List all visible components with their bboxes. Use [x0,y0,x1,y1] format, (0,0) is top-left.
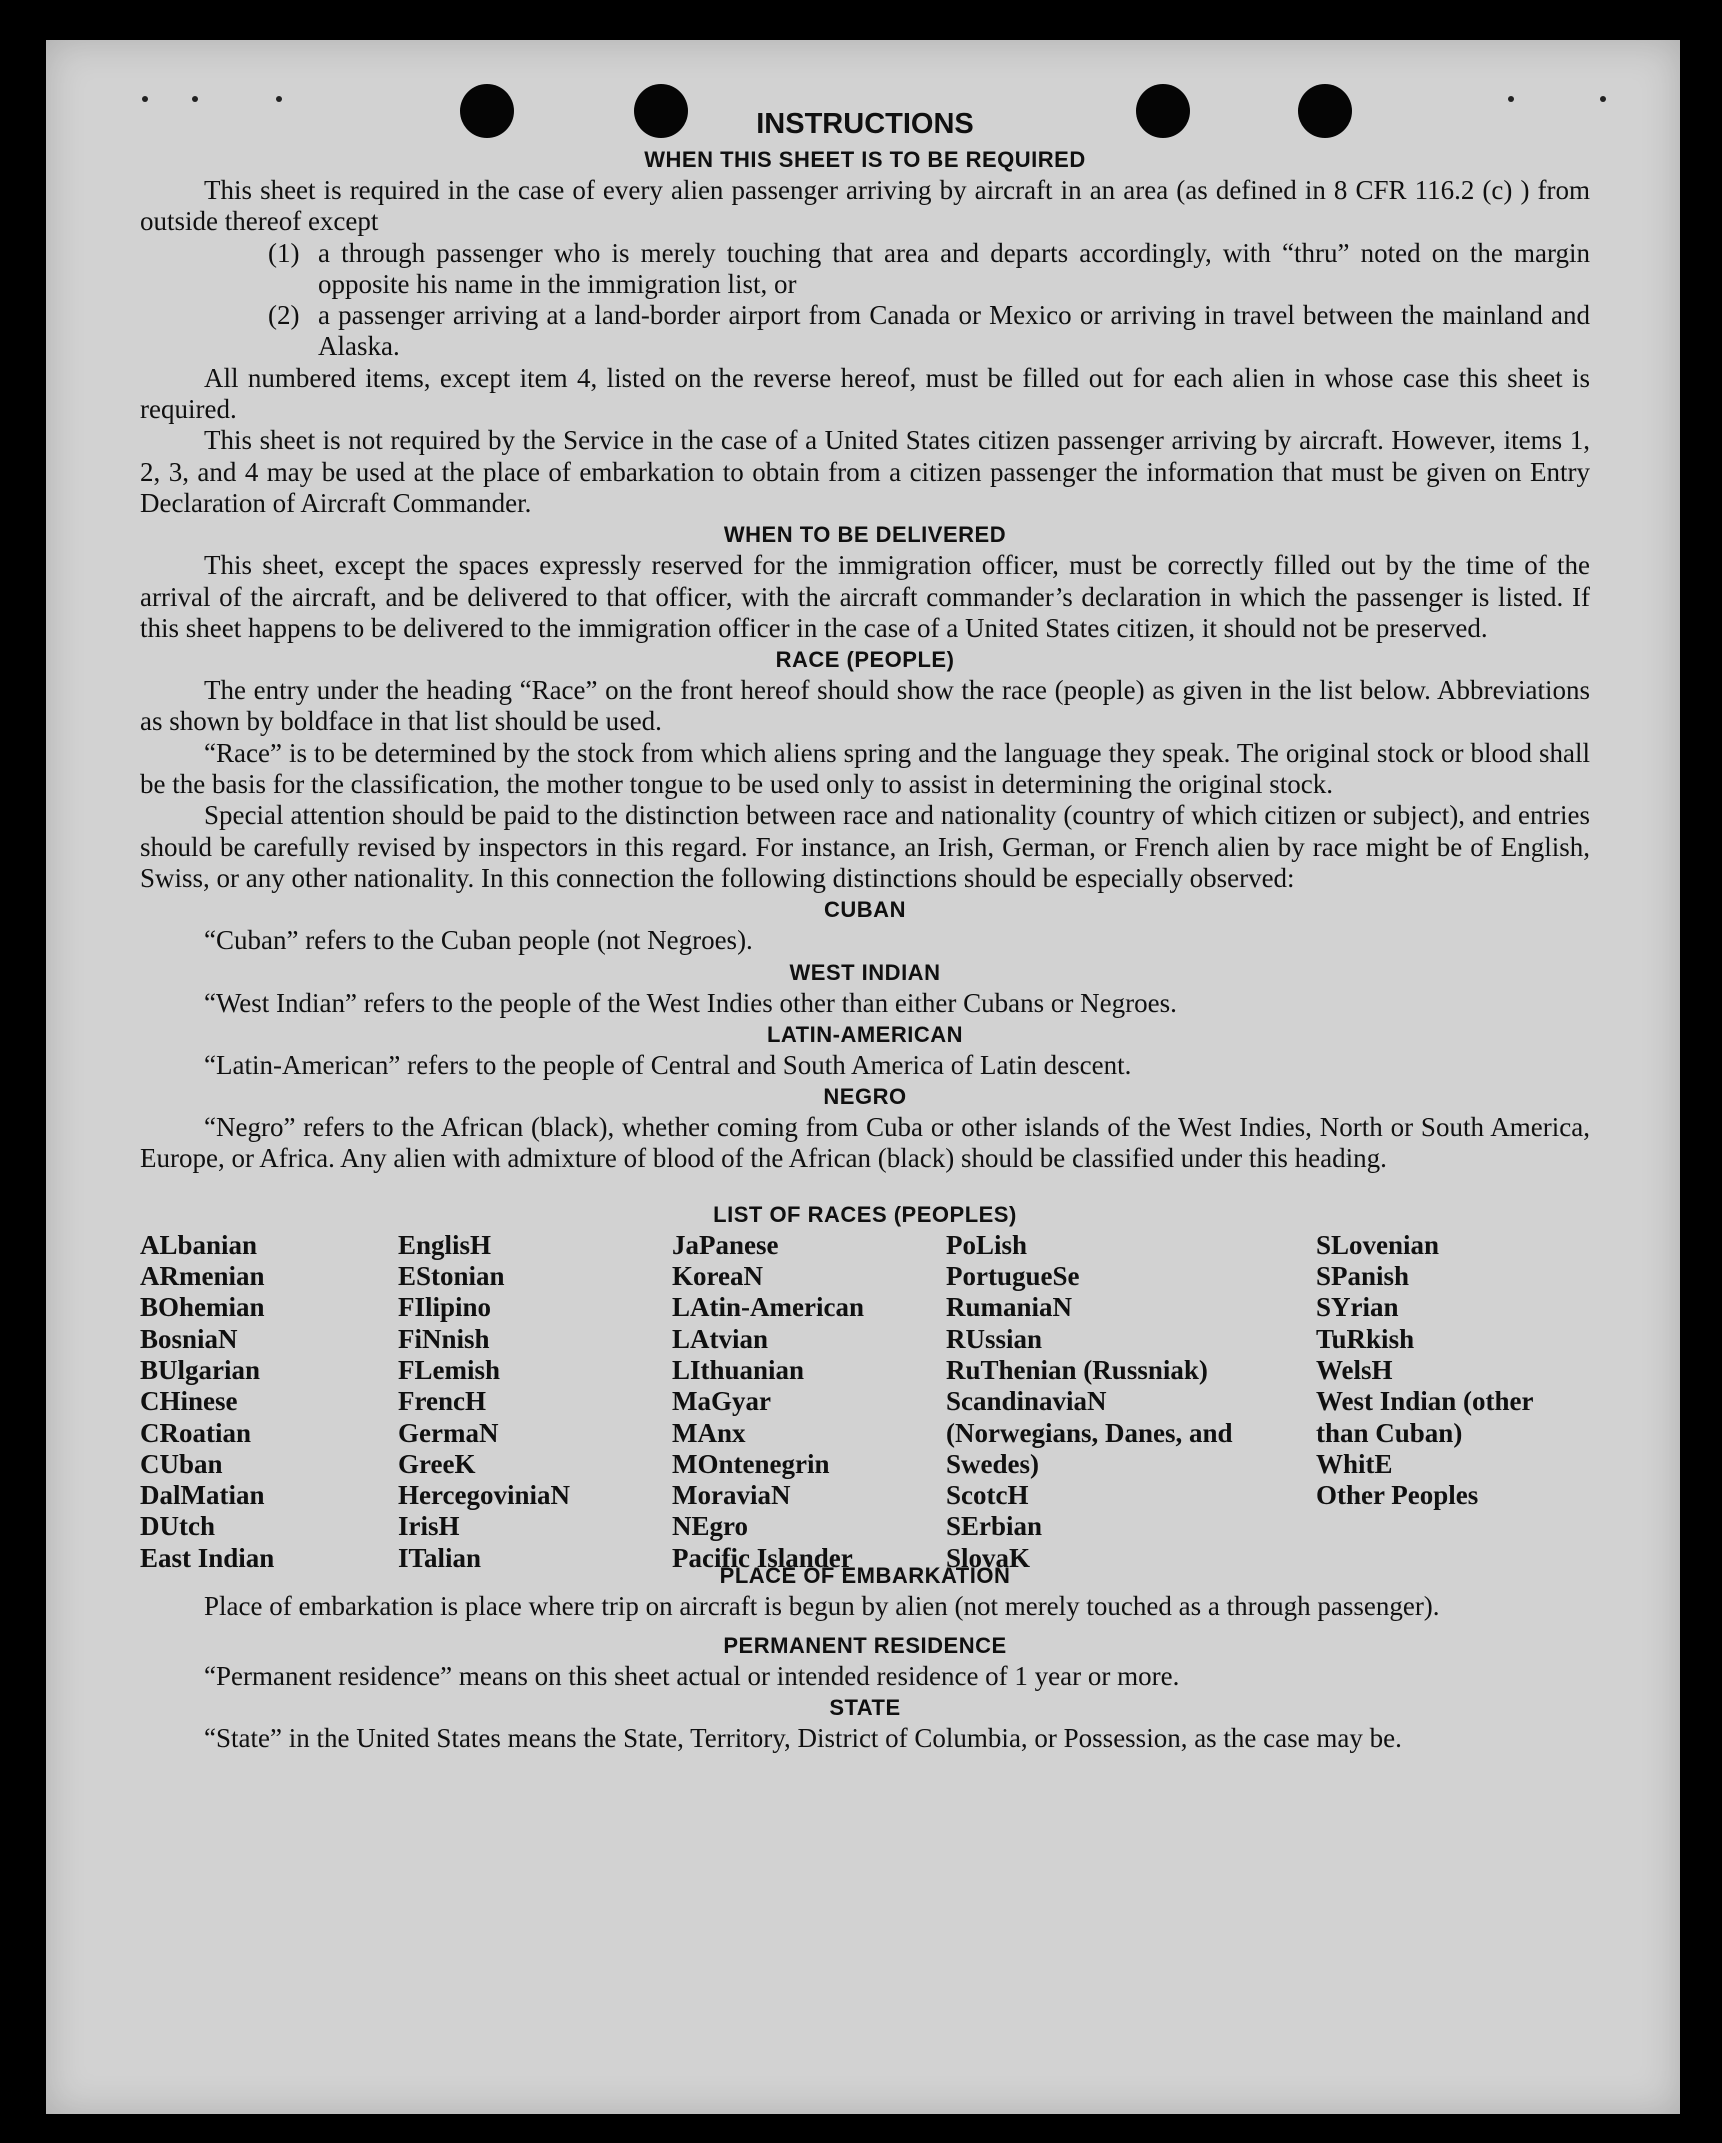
race-entry: CUban [140,1448,223,1479]
race-entry: GermaN [398,1417,499,1448]
section-heading: WHEN TO BE DELIVERED [723,522,1007,548]
race-entry: ScandinaviaN (Norwegians, Danes, and Swedes) [946,1386,1233,1479]
race-entry: BOhemian [140,1292,265,1323]
race-entry: CRoatian [140,1417,252,1448]
race-entry: WelsH [1316,1354,1393,1385]
race-entry: TuRkish [1316,1323,1415,1354]
paragraph: Special attention should be paid to the distinction between race and nationality (country of which citizen or subject), and entries should be carefully revised by inspectors in this regard. For instance, an Irish, German, or French alien by race might be of English, Swiss, or any other nationality. In this connection the following distinctions should be especially observed: [140,800,1590,893]
page-title: INSTRUCTIONS [756,108,974,140]
exception-item [268,300,1590,363]
paragraph: “Negro” refers to the African (black), whether coming from Cuba or other islands of the West Indies, North or South America, Europe, or Africa. Any alien with admixture of blood of the African (black) should be classified under this heading. [140,1112,1590,1174]
race-entry: ARmenian [140,1261,265,1292]
race-entry: Pacific Islander [672,1542,853,1573]
section-heading: PLACE OF EMBARKATION [719,1562,1011,1588]
race-entry: MaGyar [672,1386,771,1417]
speck [142,96,148,102]
race-entry: KoreaN [672,1261,763,1292]
race-entry: NEgro [672,1511,749,1542]
race-entry: West Indian (other than Cuban) [1316,1386,1534,1448]
instructions-content [140,104,1590,1755]
race-entry: GreeK [398,1448,476,1479]
paragraph: This sheet, except the spaces expressly reserved for the immigration officer, must be correctly filled out by the time of the arrival of the aircraft, and be delivered to that officer, with the aircraft commander’s declaration in which the passenger is listed. If this sheet happens to be delivered to the immigration officer in the case of a United States citizen, it should not be preserved. [140,550,1590,643]
races-column [946,1230,1266,1574]
race-entry: HercegoviniaN [398,1480,570,1511]
race-entry: PortugueSe [946,1261,1080,1292]
section-heading: RACE (PEOPLE) [775,647,955,673]
races-column [672,1230,864,1574]
paragraph: All numbered items, except item 4, listed on the reverse hereof, must be filled out for each alien in whose case this sheet is required. [140,362,1590,425]
races-list [140,1229,1590,1573]
definition: “Cuban” refers to the Cuban people (not Negroes). [204,925,753,956]
race-entry: Other Peoples [1316,1480,1479,1511]
race-entry: BUlgarian [140,1354,261,1385]
race-entry: EnglisH [398,1229,492,1260]
section-heading: PERMANENT RESIDENCE [723,1633,1007,1659]
race-entry: MoraviaN [672,1480,791,1511]
paragraph: Place of embarkation is place where trip on aircraft is begun by alien (not merely touched as a through passenger). [204,1590,1440,1621]
paragraph: “Race” is to be determined by the stock from which aliens spring and the language they speak. The original stock or blood shall be the basis for the classification, the mother tongue to be used only to assist in determining the original stock. [140,737,1590,800]
document-sheet [46,40,1680,2114]
race-entry: BosniaN [140,1323,238,1354]
race-entry: RUssian [946,1323,1043,1354]
race-entry: MOntenegrin [672,1448,830,1479]
speck [1600,96,1606,102]
races-column [140,1230,274,1574]
race-entry: ALbanian [140,1229,258,1260]
section-heading: CUBAN [824,897,906,923]
race-entry: ScotcH [946,1480,1029,1511]
race-entry: LIthuanian [672,1354,805,1385]
race-entry: DUtch [140,1511,215,1542]
speck [276,96,282,102]
speck [1508,96,1514,102]
section-heading: WEST INDIAN [789,959,941,985]
section-heading: WHEN THIS SHEET IS TO BE REQUIRED [644,147,1086,172]
race-entry: LAtvian [672,1323,769,1354]
race-entry: SErbian [946,1511,1043,1542]
section-heading: LATIN-AMERICAN [766,1021,963,1047]
race-entry: FrencH [398,1386,486,1417]
race-entry: East Indian [140,1542,275,1573]
race-entry: RuThenian (Russniak) [946,1354,1208,1385]
race-entry: WhitE [1316,1448,1393,1479]
race-entry: RumaniaN [946,1292,1073,1323]
race-entry: EStonian [398,1261,505,1292]
exception-text: a through passenger who is merely touching that area and departs accordingly, with “thru” noted on the margin opposite his name in the immigration list, or [318,237,1590,299]
race-entry: IrisH [398,1511,460,1542]
definition: “West Indian” refers to the people of the West Indies other than either Cubans or Negroes. [204,987,1177,1018]
race-entry: SlovaK [946,1542,1031,1573]
paragraph: The entry under the heading “Race” on the front hereof should show the race (people) as given in the list below. Abbreviations as shown by boldface in that list should be used. [140,675,1590,737]
exception-number: (2) [268,300,300,331]
race-entry: SYrian [1316,1292,1399,1323]
section-heading: LIST OF RACES (PEOPLES) [713,1201,1017,1227]
race-entry: CHinese [140,1386,238,1417]
exception-number: (1) [268,237,300,268]
definition: “Latin-American” refers to the people of Central and South America of Latin descent. [204,1049,1132,1080]
speck [192,96,198,102]
paragraph: This sheet is not required by the Service in the case of a United States citizen passenger arriving by aircraft. However, items 1, 2, 3, and 4 may be used at the place of embarkation to obtain from a citizen passenger the information that must be given on Entry Declaration of Aircraft Commander. [140,425,1590,518]
definition: “Permanent residence” means on this sheet actual or intended residence of 1 year or more. [204,1661,1180,1692]
race-entry: SLovenian [1316,1229,1440,1260]
paragraph: This sheet is required in the case of every alien passenger arriving by aircraft in an area (as defined in 8 CFR 116.2 (c) ) from outside thereof except [140,175,1590,237]
exception-item [268,238,1590,301]
section-heading: NEGRO [823,1084,907,1110]
race-entry: PoLish [946,1229,1028,1260]
section-heading: STATE [829,1695,901,1721]
paragraph: “State” in the United States means the State, Territory, District of Columbia, or Possession, as the case may be. [204,1723,1402,1754]
race-entry: FIlipino [398,1292,492,1323]
races-column [398,1230,570,1574]
race-entry: SPanish [1316,1261,1410,1292]
exception-text: a passenger arriving at a land-border airport from Canada or Mexico or arriving in travel between the mainland and Alaska. [318,300,1590,362]
race-entry: FLemish [398,1354,501,1385]
races-column [1316,1230,1590,1512]
race-entry: JaPanese [672,1229,779,1260]
race-entry: LAtin-American [672,1292,864,1323]
race-entry: FiNnish [398,1323,490,1354]
race-entry: DalMatian [140,1480,265,1511]
race-entry: MAnx [672,1417,746,1448]
race-entry: ITalian [398,1542,482,1573]
